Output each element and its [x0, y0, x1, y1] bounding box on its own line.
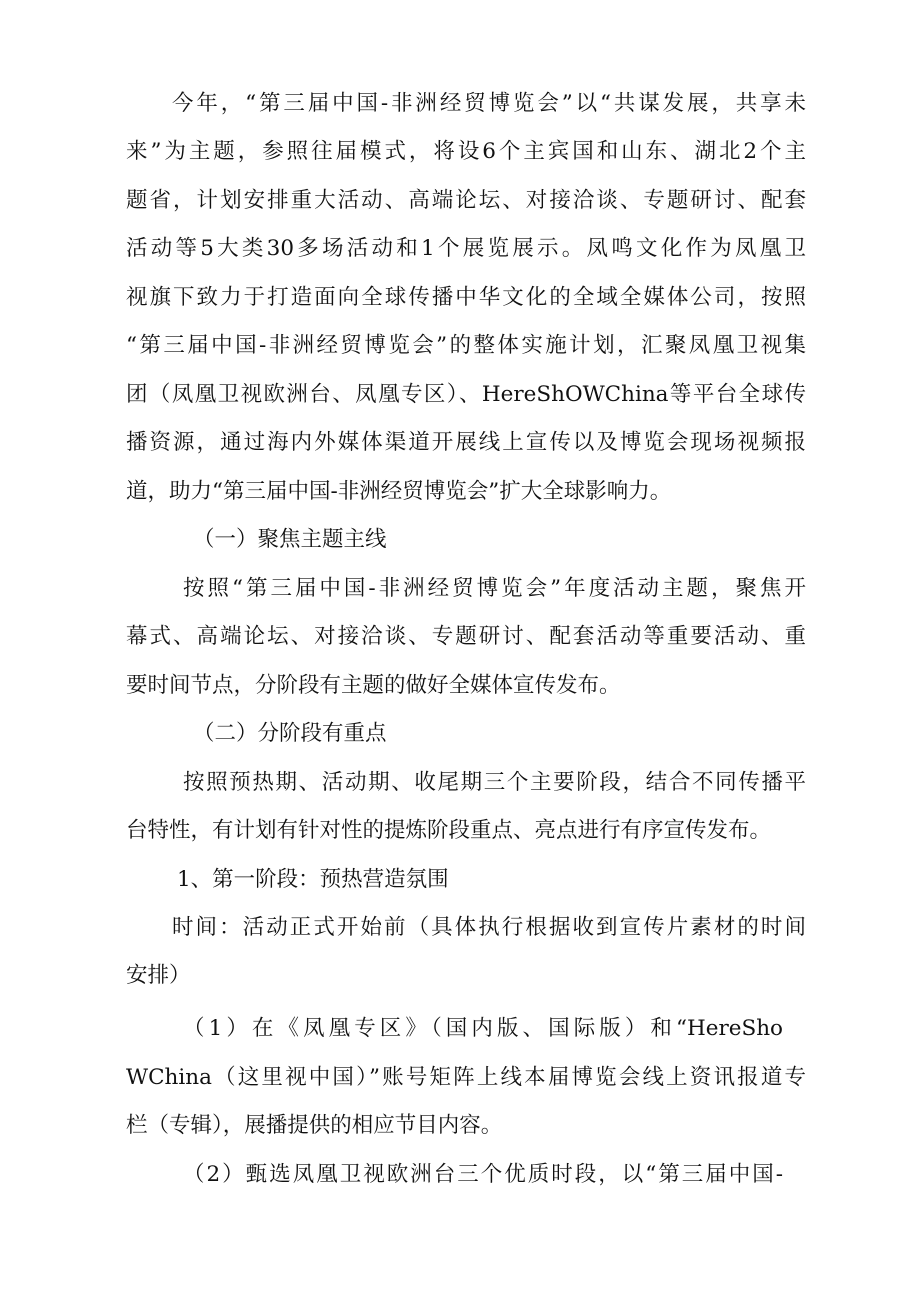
heading-stages: （二）分阶段有重点: [193, 721, 387, 746]
section1-line-3: 要时间节点，分阶段有主题的做好全媒体宣传发布。: [126, 673, 621, 698]
intro-line-9: 道，助力“第三届中国-非洲经贸博览会”扩大全球影响力。: [126, 479, 672, 504]
section2-line-1: 按照预热期、活动期、收尾期三个主要阶段，结合不同传播平: [183, 770, 806, 795]
item1-line-1: （1）在《凤凰专区》（国内版、国际版）和“HereSho: [183, 1016, 783, 1041]
item1-line-3: 栏（专辑），展播提供的相应节目内容。: [126, 1113, 503, 1138]
stage1-time-line-2: 安排）: [126, 963, 191, 988]
intro-line-7: 团（凤凰卫视欧洲台、凤凰专区）、HereShOWChina等平台全球传: [126, 382, 806, 407]
section2-line-2: 台特性，有计划有针对性的提炼阶段重点、亮点进行有序宣传发布。: [126, 818, 772, 843]
intro-line-3: 题省，计划安排重大活动、高端论坛、对接洽谈、专题研讨、配套: [126, 188, 806, 213]
intro-line-2: 来”为主题，参照往届模式，将设6个主宾国和山东、湖北2个主: [126, 139, 806, 164]
intro-line-4: 活动等5大类30多场活动和1个展览展示。凤鸣文化作为凤凰卫: [126, 236, 806, 261]
item2-line-1: （2）甄选凤凰卫视欧洲台三个优质时段，以“第三届中国-: [183, 1162, 783, 1187]
stage1-title: 1、第一阶段：预热营造氛围: [177, 867, 449, 892]
intro-line-5: 视旗下致力于打造面向全球传播中华文化的全域全媒体公司，按照: [126, 285, 806, 310]
intro-line-1: 今年，“第三届中国-非洲经贸博览会”以“共谋发展，共享未: [172, 91, 806, 116]
item1-line-2: WChina（这里视中国）”账号矩阵上线本届博览会线上资讯报道专: [126, 1065, 806, 1090]
heading-focus-theme: （一）聚焦主题主线: [193, 527, 387, 552]
stage1-time-line-1: 时间：活动正式开始前（具体执行根据收到宣传片素材的时间: [172, 915, 806, 940]
intro-line-8: 播资源，通过海内外媒体渠道开展线上宣传以及博览会现场视频报: [126, 430, 806, 455]
section1-line-1: 按照“第三届中国-非洲经贸博览会”年度活动主题，聚焦开: [183, 576, 806, 601]
intro-line-6: “第三届中国-非洲经贸博览会”的整体实施计划，汇聚凤凰卫视集: [126, 333, 806, 358]
section1-line-2: 幕式、高端论坛、对接洽谈、专题研讨、配套活动等重要活动、重: [126, 624, 806, 649]
